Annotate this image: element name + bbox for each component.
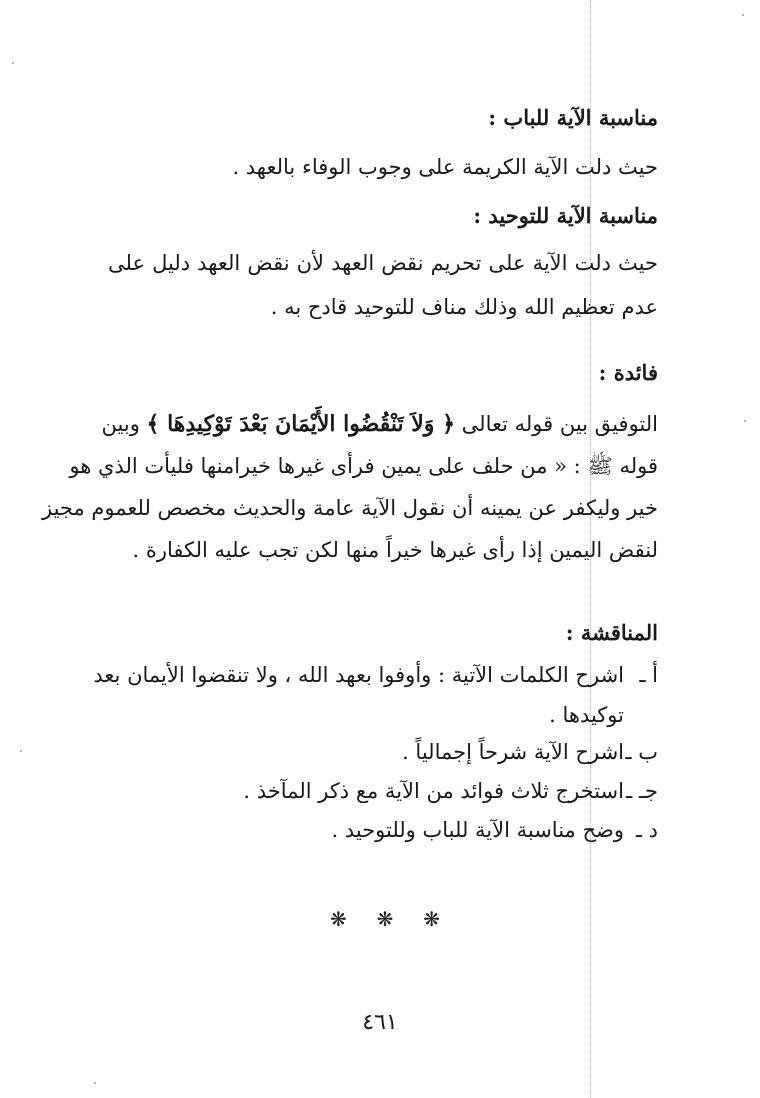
star-ornament-icon: ❋ bbox=[330, 907, 347, 931]
scan-speck bbox=[94, 1082, 96, 1084]
discussion-item-c bbox=[108, 776, 658, 806]
item-marker: د ـ bbox=[635, 818, 658, 842]
scan-speck bbox=[744, 420, 746, 422]
item-text: اشرح الآية شرحاً إجمالياً . bbox=[402, 740, 624, 764]
item-text: وضح مناسبة الآية للباب وللتوحيد . bbox=[331, 818, 624, 842]
quran-verse-quote: ﴿ وَلاَ تَنْقُضُوا الأَيْمَانَ بَعْدَ تَوْكِيدِهَا ﴾ bbox=[146, 411, 455, 437]
discussion-item-d bbox=[108, 815, 658, 845]
heading-discussion: المناقشة : bbox=[565, 620, 658, 645]
heading-benefit: فائدة : bbox=[598, 360, 658, 385]
item-text: استخرج ثلاث فوائد من الآية مع ذكر المآخذ . bbox=[243, 779, 624, 803]
scan-speck bbox=[20, 750, 22, 752]
discussion-item-a bbox=[93, 660, 658, 690]
paragraph-benefit-line-3: خير وليكفر عن يمينه أن نقول الآية عامة والحديث مخصص للعموم مجيز bbox=[42, 496, 658, 520]
benefit-line-1-start: التوفيق بين قوله تعالى bbox=[461, 412, 658, 436]
paragraph-tawheed-line-2: عدم تعظيم الله وذلك مناف للتوحيد قادح به . bbox=[270, 295, 658, 319]
item-marker: جـ ـ bbox=[626, 779, 658, 803]
item-text-continued: توكيدها . bbox=[549, 703, 624, 727]
scan-speck bbox=[742, 14, 744, 16]
star-ornament-icon: ❋ bbox=[423, 907, 440, 931]
ornament-separator bbox=[330, 905, 440, 933]
benefit-line-1-end: وبين bbox=[101, 412, 140, 436]
paragraph-benefit-line-4: لنقض اليمين إذا رأى غيرها خيراً منها لكن تجب عليه الكفارة . bbox=[132, 538, 658, 562]
item-marker: ب ـ bbox=[625, 740, 658, 764]
paragraph-relevance-to-chapter: حيث دلت الآية الكريمة على وجوب الوفاء بالعهد . bbox=[232, 155, 658, 179]
heading-relevance-to-chapter: مناسبة الآية للباب : bbox=[488, 105, 658, 130]
item-marker: أ ـ bbox=[639, 663, 658, 687]
paragraph-benefit-line-2: قوله ﷺ : « من حلف على يمين فرأى غيرها خيرامنها فليأت الذي هو bbox=[69, 454, 658, 478]
item-text: اشرح الكلمات الآتية : وأوفوا بعهد الله ، ولا تنقضوا الأيمان بعد bbox=[93, 663, 624, 687]
star-ornament-icon: ❋ bbox=[376, 907, 394, 931]
paragraph-benefit-line-1 bbox=[101, 409, 658, 439]
heading-relevance-to-tawheed: مناسبة الآية للتوحيد : bbox=[473, 203, 658, 228]
page-number: ٤٦١ bbox=[362, 1010, 398, 1035]
discussion-item-b bbox=[108, 737, 658, 767]
scan-speck bbox=[12, 62, 14, 64]
discussion-item-a-continuation bbox=[108, 700, 658, 730]
paragraph-tawheed-line-1: حيث دلت الآية على تحريم نقض العهد لأن نقض العهد دليل على bbox=[108, 251, 658, 275]
